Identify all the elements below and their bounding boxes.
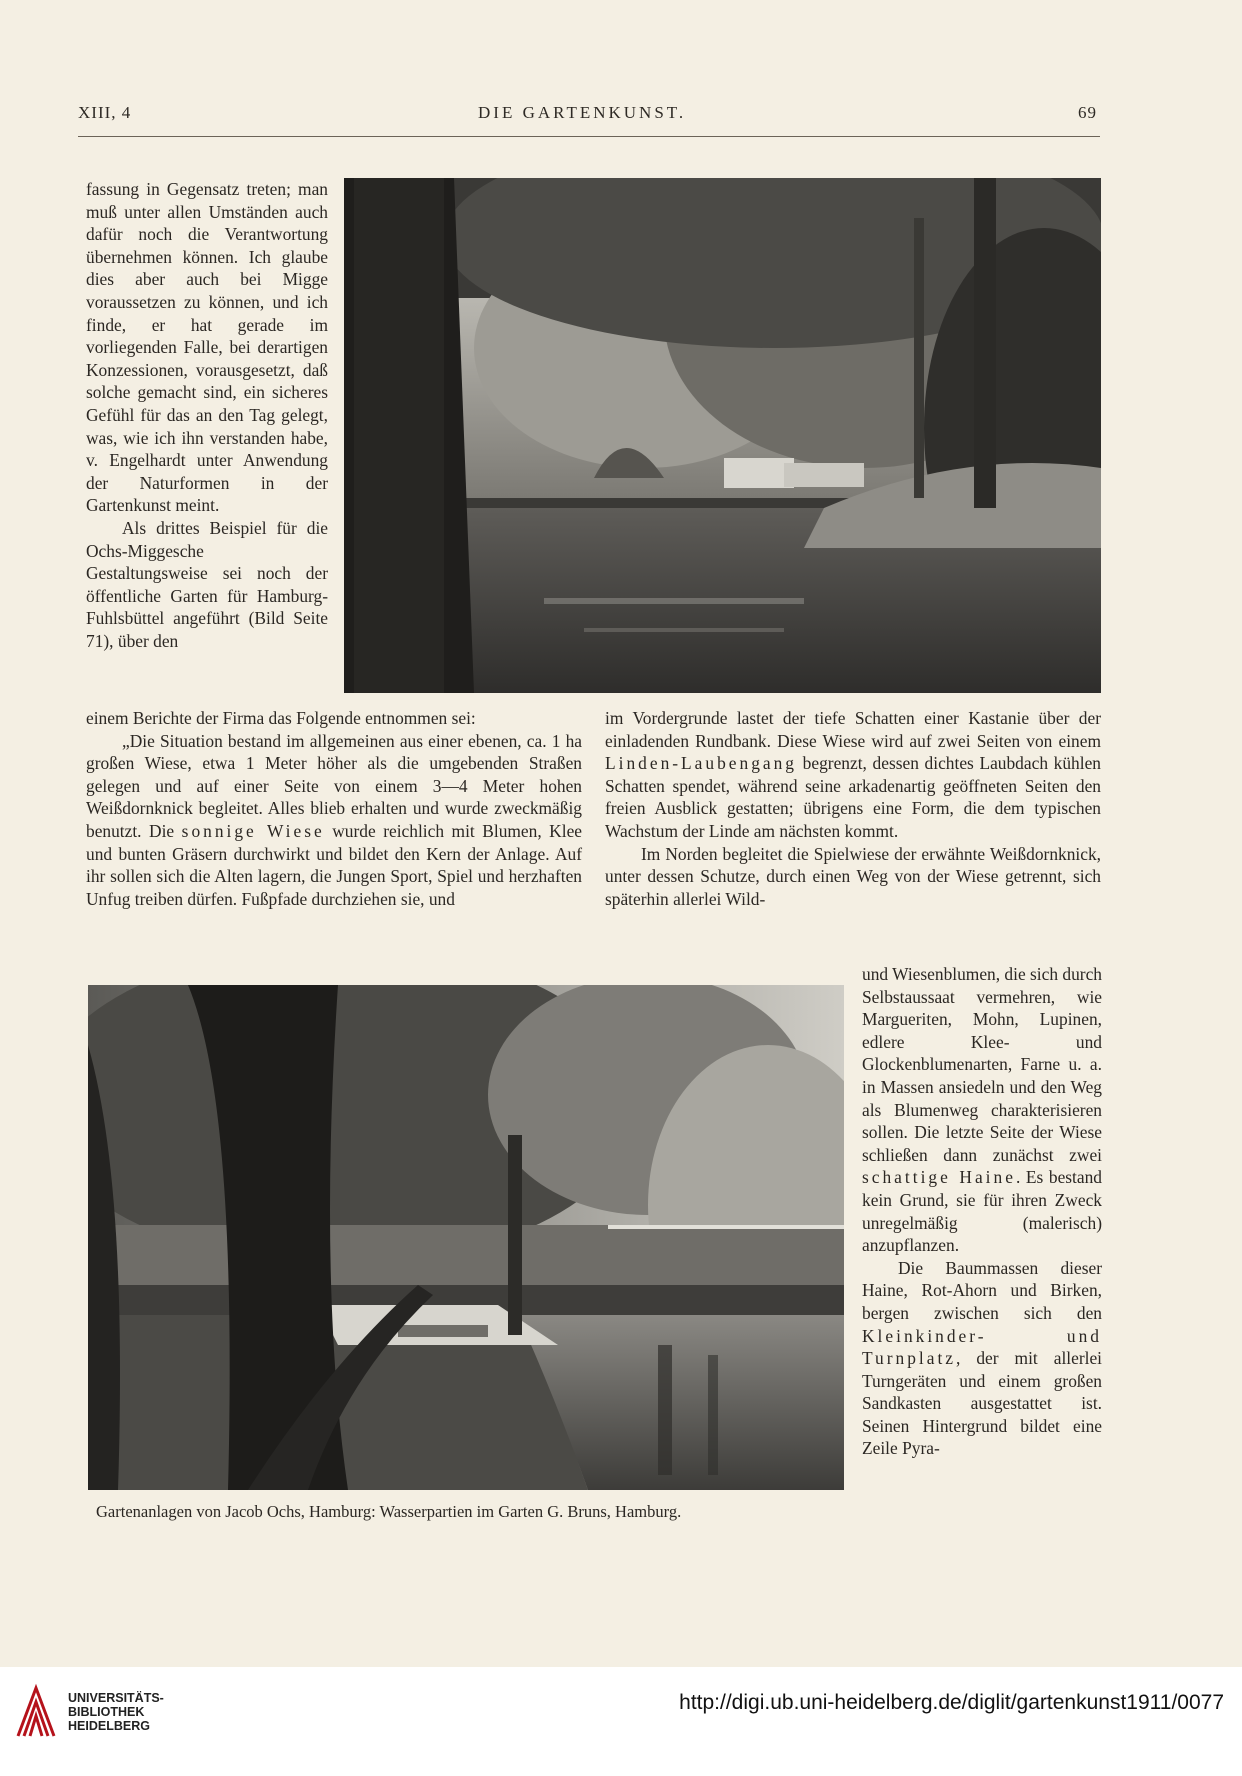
spaced-emphasis: Linden-Laubengang [605, 753, 798, 774]
left-column-top [86, 178, 328, 652]
paragraph [86, 730, 582, 911]
text-run: , der mit allerlei Turngeräten und einem großen Sandkasten ausgestattet ist. Seinen Hintergrund bildet eine Zeile Pyra- [862, 1348, 1102, 1459]
text-run: begrenzt, dessen dichtes Laubdach kühlen Schatten spendet, während seine arkadenartig geöffneten Seiten den freien Ausblick gestatten; übrigens eine Form, die dem typischen Wachstum der Linde am nächsten kommt. [605, 753, 1101, 841]
right-column-mid [605, 707, 1101, 910]
paragraph [862, 963, 1102, 1257]
text-run: wurde reichlich mit Blumen, Klee und bunten Gräsern durchwirkt und bildet den Kern der Anlage. Auf ihr sollen sich die Alten lagern, die Jungen Sport, Spiel und herzhaften Unfug treiben dürfen. Fußpfade durchziehen sie, und [86, 820, 583, 909]
text-run: Die Baummassen dieser Haine, Rot-Ahorn und Birken, bergen zwischen sich den [862, 1257, 1102, 1323]
left-column-mid [86, 707, 582, 910]
paragraph: Im Norden begleitet die Spielwiese der erwähnte Weißdornknick, unter dessen Schutze, durch einen Weg von der Wiese getrennt, sich späterhin allerlei Wild- [605, 843, 1101, 909]
paragraph [605, 707, 1101, 843]
library-name-line: BIBLIOTHEK [68, 1705, 145, 1719]
paragraph: Als drittes Beispiel für die Ochs-Miggesche Gestaltungsweise sei noch der öffentliche Garten für Hamburg-Fuhlsbüttel angeführt (Bild Seite 71), über den [86, 517, 328, 651]
spaced-emphasis: Kleinkinder- und Turnplatz [862, 1325, 1102, 1369]
library-name-line: UNIVERSITÄTS- [68, 1691, 164, 1705]
source-url-link[interactable]: http://digi.ub.uni-heidelberg.de/diglit/gartenkunst1911/0077 [679, 1691, 1224, 1714]
page-number: 69 [1078, 103, 1097, 122]
volume-number: XIII, 4 [78, 103, 132, 122]
header-rule [78, 136, 1100, 137]
footer-bar [0, 1667, 1242, 1776]
text-run: im Vordergrunde lastet der tiefe Schatten einer Kastanie über der einladenden Rundbank. Diese Wiese wird auf zwei Seiten von einem [605, 708, 1101, 751]
library-name [68, 1691, 164, 1733]
library-logo-icon [14, 1680, 60, 1740]
photo-garden-water-partie [88, 985, 844, 1490]
text-run: . Es bestand kein Grund, sie für ihren Zweck unregelmäßig (malerisch) anzupflanzen. [862, 1167, 1102, 1256]
paragraph [862, 1257, 1102, 1460]
paragraph: fassung in Gegensatz treten; man muß unter allen Umständen auch dafür noch die Verantwortung übernehmen können. Ich glaube dies aber auch bei Migge voraussetzen zu können, und ich finde, er hat gerade im vorliegenden Falle, bei derartigen Konzessionen, vorausgesetzt, daß solche gemacht sind, ein sicheres Gefühl für das an den Tag gelegt, was, wie ich ihn verstanden habe, v. Engelhardt unter Anwendung der Naturformen in der Gartenkunst meint. [86, 179, 328, 516]
spaced-emphasis: sonnige Wiese [181, 820, 325, 841]
photo-pond-with-bridge [344, 178, 1101, 693]
text-run: „Die Situation bestand im allgemeinen aus einer ebenen, ca. 1 ha großen Wiese, etwa 1 Meter höher als die umgebenden Straßen gelegen und auf einer Seite von einem 3—4 Meter hohen Weißdornknick begleitet. Alles blieb erhalten und wurde zweckmäßig benutzt. Die [86, 730, 582, 841]
paragraph: einem Berichte der Firma das Folgende entnommen sei: [86, 708, 476, 728]
journal-title: DIE GARTENKUNST. [478, 103, 687, 122]
photo-caption: Gartenanlagen von Jacob Ochs, Hamburg: Wasserpartien im Garten G. Bruns, Hamburg. [96, 1502, 682, 1521]
spaced-emphasis: schattige Haine [862, 1167, 1016, 1188]
text-run: und Wiesenblumen, die sich durch Selbstaussaat vermehren, wie Margueriten, Mohn, Lupinen, edlere Klee- und Glockenblumenarten, Farne u. a. in Massen ansiedeln und den Weg als Blumenweg charakterisieren sollen. Die letzte Seite der Wiese schließen dann zunächst zwei [862, 964, 1102, 1165]
library-name-line: HEIDELBERG [68, 1719, 150, 1733]
right-column-bottom [862, 963, 1102, 1460]
